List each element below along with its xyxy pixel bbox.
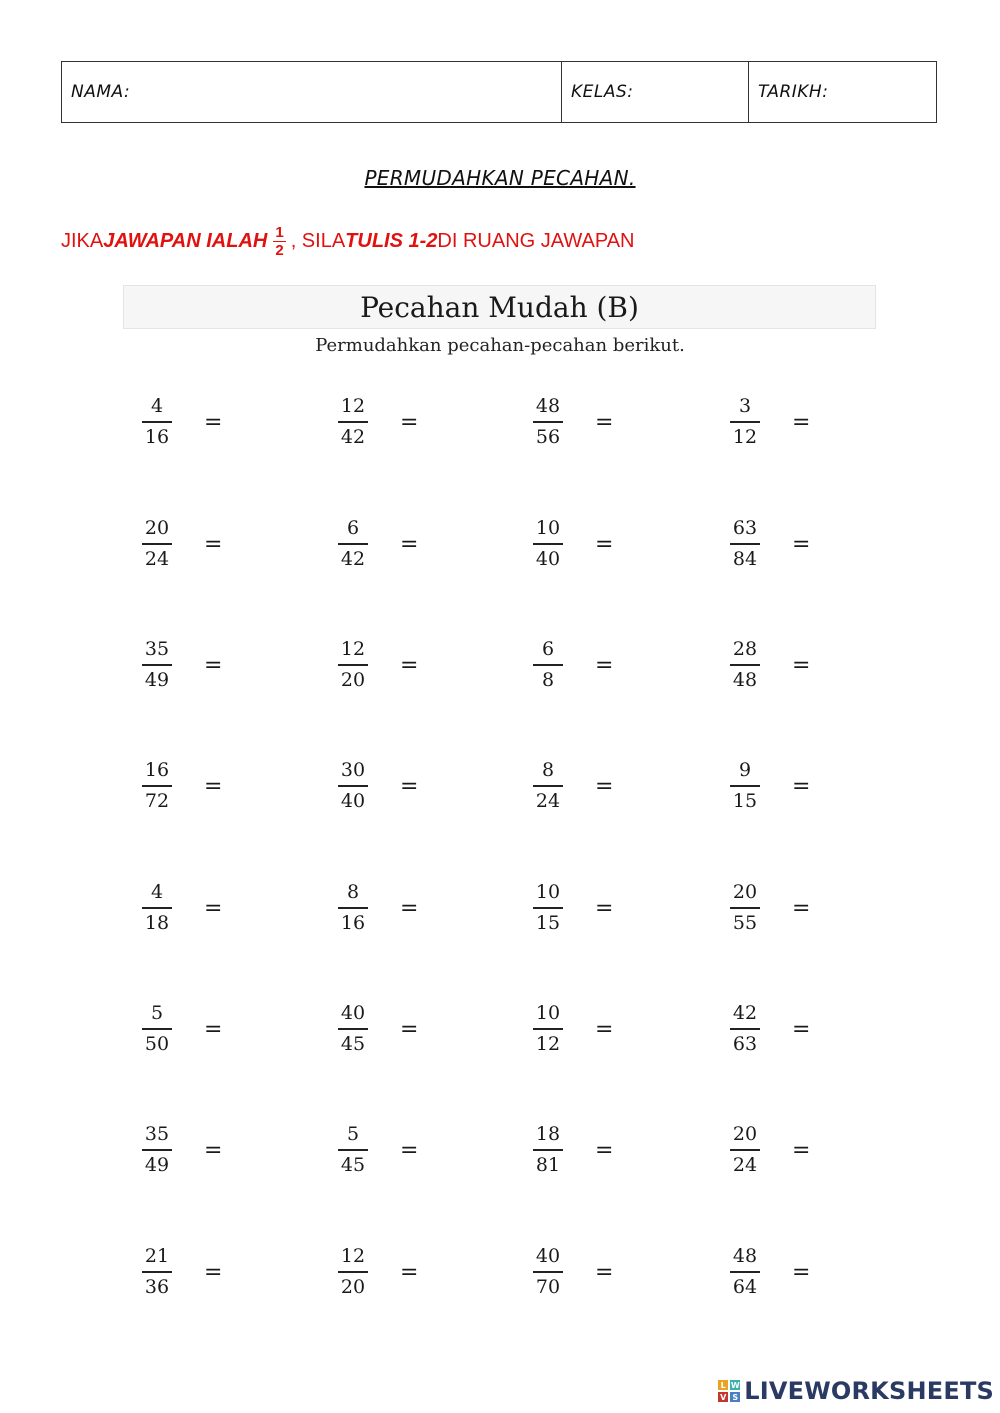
equals-sign: = [595, 531, 614, 557]
denominator: 15 [732, 789, 758, 812]
fraction [336, 1122, 370, 1178]
equals-sign: = [595, 1016, 614, 1042]
numerator: 6 [541, 638, 555, 661]
numerator: 4 [150, 395, 164, 418]
fraction-problem [531, 1001, 613, 1057]
fraction [531, 758, 565, 814]
fraction [531, 637, 565, 693]
numerator: 6 [346, 517, 360, 540]
denominator: 24 [144, 547, 170, 570]
fraction-problem [140, 394, 222, 450]
equals-sign: = [400, 409, 419, 435]
instruction-bold1: JAWAPAN IALAH [103, 229, 268, 252]
equals-sign: = [400, 1137, 419, 1163]
equals-sign: = [400, 1259, 419, 1285]
denominator: 36 [144, 1275, 170, 1298]
fraction-problem [336, 394, 418, 450]
equals-sign: = [792, 531, 811, 557]
equals-sign: = [400, 652, 419, 678]
instruction-part2: , SILA [290, 229, 346, 252]
denominator: 48 [732, 668, 758, 691]
denominator: 56 [535, 425, 561, 448]
fraction [140, 1244, 174, 1300]
numerator: 63 [732, 517, 758, 540]
fraction [140, 637, 174, 693]
fraction-problem [140, 516, 222, 572]
numerator: 40 [340, 1002, 366, 1025]
equals-sign: = [595, 1137, 614, 1163]
numerator: 18 [535, 1123, 561, 1146]
fraction [336, 758, 370, 814]
equals-sign: = [204, 652, 223, 678]
fraction [531, 1122, 565, 1178]
denominator: 15 [535, 911, 561, 934]
denominator: 63 [732, 1032, 758, 1055]
fraction [336, 394, 370, 450]
denominator: 12 [535, 1032, 561, 1055]
fraction [336, 880, 370, 936]
fraction-problem [336, 637, 418, 693]
tarikh-label: TARIKH: [758, 82, 829, 102]
fraction [531, 394, 565, 450]
fraction [728, 880, 762, 936]
equals-sign: = [400, 531, 419, 557]
liveworksheets-logo-icon [718, 1380, 740, 1402]
equals-sign: = [792, 409, 811, 435]
numerator: 3 [738, 395, 752, 418]
fraction [728, 637, 762, 693]
fraction-problem [336, 516, 418, 572]
fraction [336, 1244, 370, 1300]
denominator: 42 [340, 425, 366, 448]
fraction [728, 516, 762, 572]
denominator: 45 [340, 1032, 366, 1055]
denominator: 49 [144, 1153, 170, 1176]
equals-sign: = [792, 1259, 811, 1285]
numerator: 48 [732, 1245, 758, 1268]
denominator: 8 [541, 668, 555, 691]
equals-sign: = [400, 895, 419, 921]
fraction-problem [728, 516, 810, 572]
fraction [140, 394, 174, 450]
numerator: 5 [346, 1123, 360, 1146]
liveworksheets-logo-text: LIVEWORKSHEETS [744, 1377, 994, 1405]
fraction [531, 1001, 565, 1057]
nama-label: NAMA: [71, 82, 131, 102]
fraction [140, 1122, 174, 1178]
fraction-problem [728, 1122, 810, 1178]
numerator: 16 [144, 759, 170, 782]
equals-sign: = [204, 1016, 223, 1042]
logo-tile: L [718, 1380, 728, 1390]
denominator: 45 [340, 1153, 366, 1176]
numerator: 9 [738, 759, 752, 782]
kelas-label: KELAS: [571, 82, 634, 102]
logo-tile: S [730, 1392, 740, 1402]
denominator: 49 [144, 668, 170, 691]
denominator: 42 [340, 547, 366, 570]
fraction-problem [140, 1122, 222, 1178]
fraction-problem [531, 394, 613, 450]
numerator: 8 [346, 881, 360, 904]
page-title: PERMUDAHKAN PECAHAN. [364, 166, 636, 190]
fraction [728, 758, 762, 814]
footer-logo [718, 1377, 994, 1405]
equals-sign: = [204, 895, 223, 921]
numerator: 42 [732, 1002, 758, 1025]
denominator: 40 [340, 789, 366, 812]
equals-sign: = [595, 652, 614, 678]
numerator: 48 [535, 395, 561, 418]
denominator: 20 [340, 668, 366, 691]
fraction-problem [336, 758, 418, 814]
denominator: 64 [732, 1275, 758, 1298]
denominator: 16 [144, 425, 170, 448]
fraction [336, 1001, 370, 1057]
fraction-problem [140, 880, 222, 936]
numerator: 10 [535, 1002, 561, 1025]
fraction-problem [728, 394, 810, 450]
fraction-problem [728, 637, 810, 693]
fraction-problem [336, 1001, 418, 1057]
denominator: 16 [340, 911, 366, 934]
fraction [531, 1244, 565, 1300]
numerator: 12 [340, 1245, 366, 1268]
denominator: 40 [535, 547, 561, 570]
denominator: 70 [535, 1275, 561, 1298]
worksheet-subtitle: Permudahkan pecahan-pecahan berikut. [315, 335, 685, 356]
denominator: 20 [340, 1275, 366, 1298]
numerator: 35 [144, 1123, 170, 1146]
numerator: 10 [535, 881, 561, 904]
example-numerator: 1 [275, 223, 284, 241]
equals-sign: = [595, 895, 614, 921]
numerator: 20 [144, 517, 170, 540]
numerator: 21 [144, 1245, 170, 1268]
equals-sign: = [792, 1016, 811, 1042]
numerator: 4 [150, 881, 164, 904]
fraction-problem [531, 1244, 613, 1300]
equals-sign: = [792, 895, 811, 921]
numerator: 8 [541, 759, 555, 782]
example-denominator: 2 [275, 241, 284, 259]
equals-sign: = [400, 1016, 419, 1042]
fraction-problem [140, 1001, 222, 1057]
fraction-problem [140, 1244, 222, 1300]
fraction-problem [728, 758, 810, 814]
fraction-problem [140, 758, 222, 814]
fraction-problem [336, 880, 418, 936]
fraction [728, 1001, 762, 1057]
equals-sign: = [204, 409, 223, 435]
denominator: 50 [144, 1032, 170, 1055]
equals-sign: = [595, 409, 614, 435]
equals-sign: = [792, 1137, 811, 1163]
numerator: 10 [535, 517, 561, 540]
logo-tile: W [730, 1380, 740, 1390]
denominator: 24 [732, 1153, 758, 1176]
instruction-part1: JIKA [61, 229, 104, 252]
equals-sign: = [595, 1259, 614, 1285]
numerator: 5 [150, 1002, 164, 1025]
denominator: 24 [535, 789, 561, 812]
fraction-problem [140, 637, 222, 693]
fraction-problem [531, 516, 613, 572]
fraction-problem [531, 637, 613, 693]
numerator: 30 [340, 759, 366, 782]
denominator: 84 [732, 547, 758, 570]
denominator: 55 [732, 911, 758, 934]
numerator: 20 [732, 881, 758, 904]
fraction-problem [728, 880, 810, 936]
numerator: 35 [144, 638, 170, 661]
instruction-part3: DI RUANG JAWAPAN [437, 229, 635, 252]
fraction-problem [728, 1001, 810, 1057]
fraction [140, 880, 174, 936]
denominator: 18 [144, 911, 170, 934]
numerator: 12 [340, 395, 366, 418]
numerator: 40 [535, 1245, 561, 1268]
fraction [140, 516, 174, 572]
denominator: 72 [144, 789, 170, 812]
fraction-problem [531, 758, 613, 814]
fraction [728, 1122, 762, 1178]
equals-sign: = [204, 531, 223, 557]
fraction [531, 880, 565, 936]
denominator: 81 [535, 1153, 561, 1176]
equals-sign: = [204, 1259, 223, 1285]
instruction-bold2: TULIS 1-2 [345, 229, 438, 252]
fraction [728, 1244, 762, 1300]
fraction [531, 516, 565, 572]
worksheet-title: Pecahan Mudah (B) [360, 290, 639, 324]
equals-sign: = [595, 773, 614, 799]
fraction [140, 1001, 174, 1057]
equals-sign: = [792, 652, 811, 678]
fraction-problem [336, 1244, 418, 1300]
equals-sign: = [792, 773, 811, 799]
logo-tile: V [720, 1392, 727, 1402]
fraction [728, 394, 762, 450]
equals-sign: = [204, 1137, 223, 1163]
fraction-problem [531, 1122, 613, 1178]
fraction-problem [336, 1122, 418, 1178]
fraction [336, 637, 370, 693]
numerator: 28 [732, 638, 758, 661]
equals-sign: = [400, 773, 419, 799]
fraction [140, 758, 174, 814]
numerator: 20 [732, 1123, 758, 1146]
fraction [336, 516, 370, 572]
equals-sign: = [204, 773, 223, 799]
numerator: 12 [340, 638, 366, 661]
fraction-problem [531, 880, 613, 936]
fraction-problem [728, 1244, 810, 1300]
denominator: 12 [732, 425, 758, 448]
